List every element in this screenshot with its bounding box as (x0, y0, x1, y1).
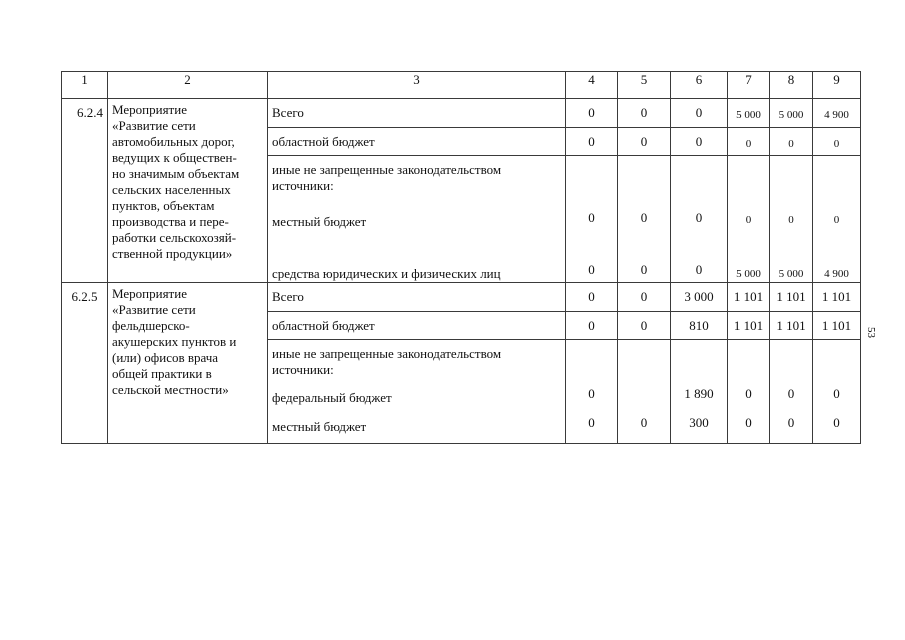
value-cell: 810 (671, 312, 728, 340)
value-cell: 0 (618, 312, 671, 340)
funding-source: иные не запрещенные законодательством (272, 162, 502, 177)
value-cell: 0 (566, 312, 618, 340)
value-cell: 1 101 (770, 312, 813, 340)
value-cell: 1 101 (728, 312, 770, 340)
value-cell: 300 (689, 415, 709, 430)
funding-source: источники: (272, 362, 334, 377)
value-cell: 0 (588, 386, 595, 401)
header-cell: 1 (62, 72, 108, 99)
event-line: производства и пере- (112, 214, 229, 229)
value-cell: 0 (640, 415, 648, 430)
value-cell: 0 (728, 128, 770, 156)
value-cell: 0 (640, 210, 648, 225)
row-code: 6.2.5 (62, 283, 108, 444)
value-cell: 0 (745, 214, 752, 226)
event-description (108, 283, 268, 444)
header-cell: 5 (618, 72, 671, 99)
funding-source: средства юридических и физических лиц (272, 266, 501, 281)
value-cell: 0 (787, 415, 795, 430)
funding-source: областной бюджет (268, 312, 566, 340)
value-cell: 0 (788, 214, 794, 226)
page-number: 53 (865, 327, 877, 338)
value-cell-group (728, 156, 770, 283)
header-cell: 2 (108, 72, 268, 99)
value-cell: 0 (671, 128, 728, 156)
value-cell: 0 (745, 386, 752, 401)
header-cell: 6 (671, 72, 728, 99)
value-cell-group (671, 340, 728, 444)
value-cell: 0 (813, 128, 861, 156)
funding-source-group (268, 340, 566, 444)
event-line: общей практики в (112, 366, 212, 381)
event-line: пунктов, объектам (112, 198, 215, 213)
value-cell: 4 900 (813, 99, 861, 128)
header-cell: 7 (728, 72, 770, 99)
header-cell: 9 (813, 72, 861, 99)
value-cell-group (770, 340, 813, 444)
value-cell: 0 (787, 386, 795, 401)
value-cell: 0 (695, 210, 703, 225)
funding-source: областной бюджет (268, 128, 566, 156)
value-cell-group (770, 156, 813, 283)
value-cell: 0 (618, 99, 671, 128)
value-cell: 0 (588, 210, 595, 225)
value-cell: 0 (566, 99, 618, 128)
funding-source: иные не запрещенные законодательством (272, 346, 502, 361)
funding-source: местный бюджет (272, 419, 367, 434)
funding-source: источники: (272, 178, 334, 193)
value-cell: 0 (566, 283, 618, 312)
value-cell: 0 (588, 415, 595, 430)
event-line: Мероприятие (112, 286, 187, 301)
event-line: работки сельскохозяй- (112, 230, 237, 245)
value-cell: 0 (618, 128, 671, 156)
row-code: 6.2.4 (62, 99, 108, 283)
value-cell-group (618, 340, 671, 444)
event-line: «Развитие сети (112, 118, 196, 133)
value-cell: 0 (618, 283, 671, 312)
value-cell: 5 000 (778, 268, 804, 280)
event-line: фельдшерско- (112, 318, 190, 333)
table-row (62, 99, 861, 128)
funding-source: местный бюджет (272, 214, 367, 229)
value-cell: 0 (833, 415, 840, 430)
event-line: Мероприятие (112, 102, 187, 117)
value-cell: 0 (671, 99, 728, 128)
event-line: «Развитие сети (112, 302, 196, 317)
event-line: сельской местности» (112, 382, 229, 397)
funding-source: федеральный бюджет (272, 390, 392, 405)
header-row (62, 72, 861, 99)
value-cell-group (728, 340, 770, 444)
value-cell: 3 000 (671, 283, 728, 312)
value-cell: 1 101 (770, 283, 813, 312)
event-line: акушерских пунктов и (112, 334, 237, 349)
value-cell: 5 000 (728, 99, 770, 128)
value-cell: 5 000 (736, 268, 761, 280)
funding-source-group (268, 156, 566, 283)
event-line: (или) офисов врача (112, 350, 219, 365)
value-cell: 0 (588, 262, 595, 277)
value-cell: 5 000 (770, 99, 813, 128)
value-cell: 1 101 (728, 283, 770, 312)
event-description (108, 99, 268, 283)
value-cell: 0 (695, 262, 703, 277)
value-cell: 0 (770, 128, 813, 156)
value-cell-group (618, 156, 671, 283)
value-cell: 0 (833, 386, 840, 401)
funding-source: Всего (268, 283, 566, 312)
value-cell: 1 101 (813, 312, 861, 340)
value-cell (618, 386, 670, 402)
value-cell: 0 (566, 128, 618, 156)
table-row (62, 283, 861, 312)
budget-table (61, 71, 861, 444)
value-cell-group (671, 156, 728, 283)
value-cell-group (566, 156, 618, 283)
header-cell: 4 (566, 72, 618, 99)
value-cell: 0 (745, 415, 752, 430)
event-line: но значимым объектам (112, 166, 240, 181)
value-cell-group (566, 340, 618, 444)
event-line: ственной продукции» (112, 246, 233, 261)
funding-source: Всего (268, 99, 566, 128)
event-line: сельских населенных (112, 182, 231, 197)
header-cell: 8 (770, 72, 813, 99)
value-cell-group (813, 340, 861, 444)
event-line: автомобильных дорог, (112, 134, 235, 149)
value-cell-group (813, 156, 861, 283)
value-cell: 4 900 (824, 268, 849, 280)
value-cell: 0 (640, 262, 648, 277)
value-cell: 1 890 (684, 386, 714, 401)
event-line: ведущих к обществен- (112, 150, 237, 165)
value-cell: 0 (833, 214, 840, 226)
value-cell: 1 101 (813, 283, 861, 312)
header-cell: 3 (268, 72, 566, 99)
